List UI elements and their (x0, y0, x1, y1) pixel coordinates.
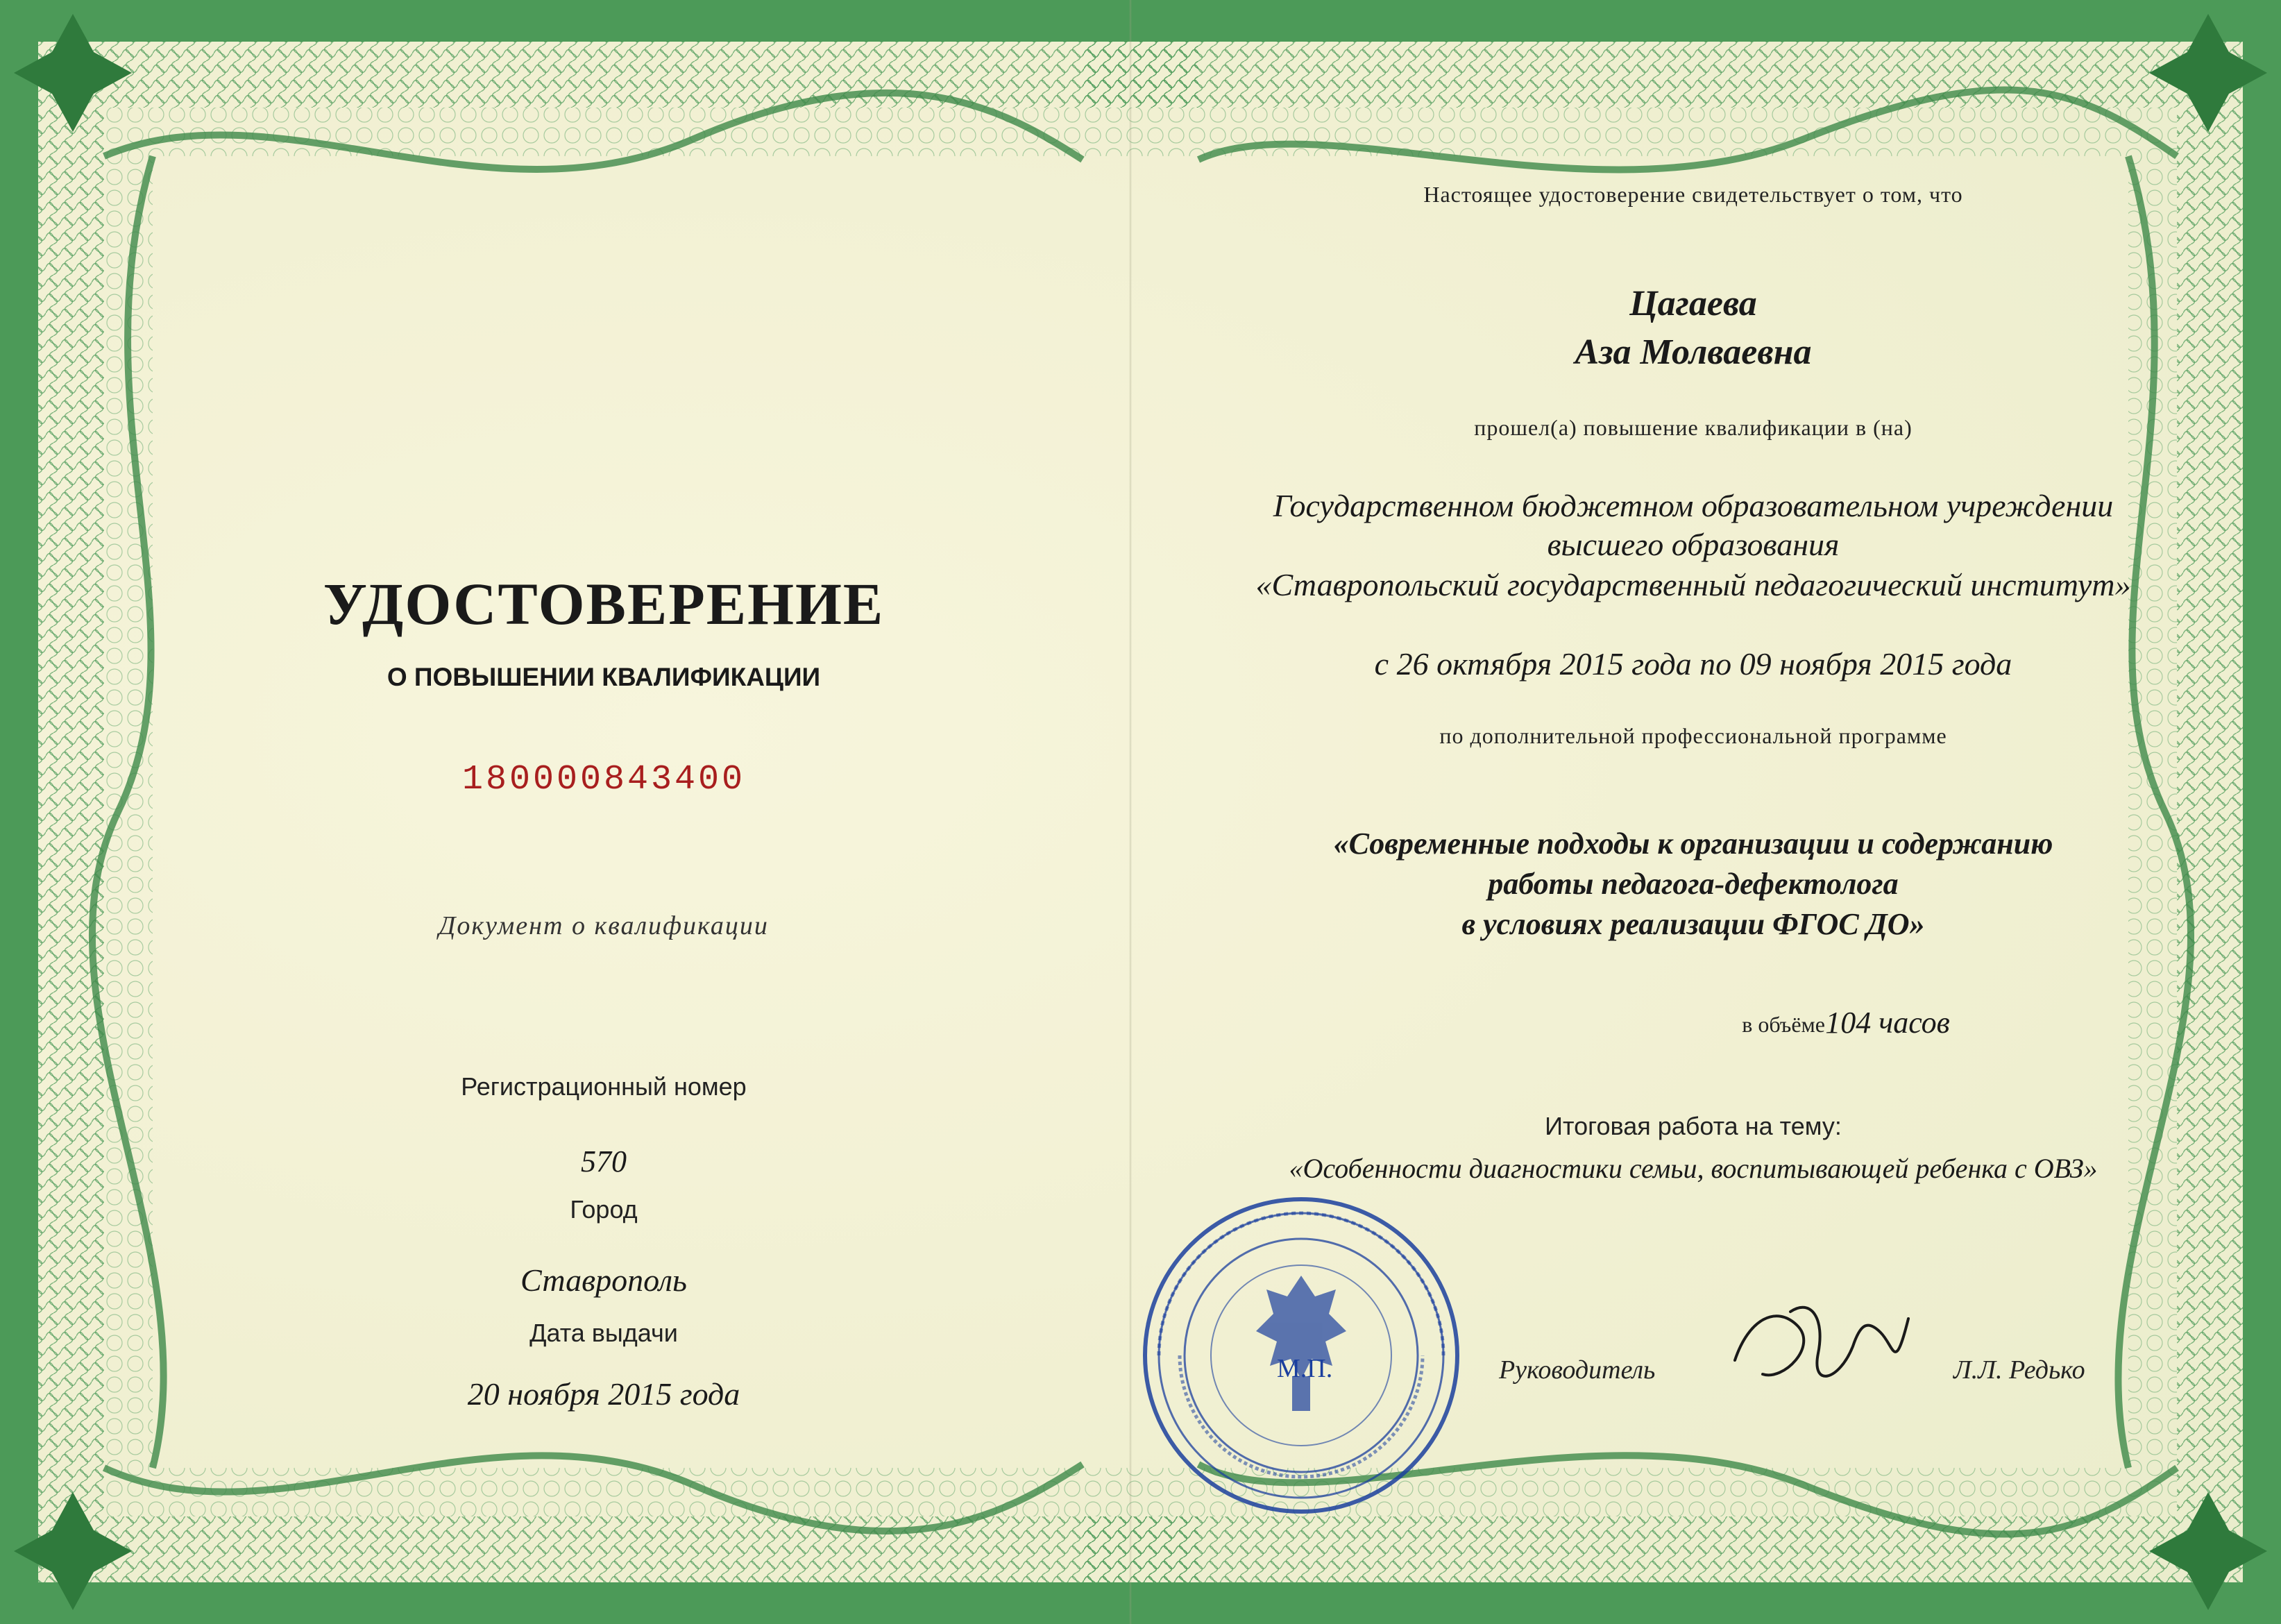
serial-number: 180000843400 (461, 760, 746, 800)
program-label: по дополнительной профессиональной программе (1439, 723, 1947, 748)
issue-date: 20 ноября 2015 года (467, 1376, 740, 1412)
holder-surname: Цагаева (1629, 284, 1757, 323)
document-subtitle: О ПОВЫШЕНИИ КВАЛИФИКАЦИИ (387, 663, 821, 691)
registration-label: Регистрационный номер (461, 1072, 747, 1101)
head-name: Л.Л. Редько (1953, 1355, 2085, 1385)
training-period: с 26 октября 2015 года по 09 ноября 2015 года (1374, 646, 2012, 682)
city-value: Ставрополь (520, 1262, 687, 1298)
document-kind: Документ о квалификации (439, 911, 769, 940)
center-fold (1129, 0, 1132, 1624)
registration-number: 570 (581, 1144, 627, 1178)
holder-given-names: Аза Молваевна (1575, 332, 1812, 372)
program-title-line: «Современные подходы к организации и содержанию (1333, 827, 2053, 861)
issue-date-label: Дата выдачи (529, 1319, 678, 1347)
certifies-text: Настоящее удостоверение свидетельствует о том, что (1423, 182, 1963, 207)
seal-mark: М.П. (1277, 1354, 1333, 1383)
city-label: Город (570, 1195, 638, 1224)
final-work-label: Итоговая работа на тему: (1545, 1112, 1842, 1140)
document-title: УДОСТОВЕРЕНИЕ (323, 570, 885, 637)
program-title-line: работы педагога-дефектолога (1488, 867, 1899, 901)
institution-line: Государственном бюджетном образовательном учреждении (1273, 488, 2114, 523)
head-label: Руководитель (1499, 1355, 1656, 1385)
final-work-topic: «Особенности диагностики семьи, воспитывающей ребенка с ОВЗ» (1289, 1153, 2098, 1184)
volume-value: 104 часов (1825, 1006, 1950, 1040)
institution-line: высшего образования (1547, 527, 1840, 562)
completed-text: прошел(а) повышение квалификации в (на) (1474, 415, 1913, 440)
handwritten-signature (1721, 1277, 1929, 1416)
institution-line: «Ставропольский государственный педагогический институт» (1255, 567, 2131, 602)
volume-label: в объёме (1742, 1012, 1825, 1037)
program-title-line: в условиях реализации ФГОС ДО» (1461, 907, 1925, 941)
